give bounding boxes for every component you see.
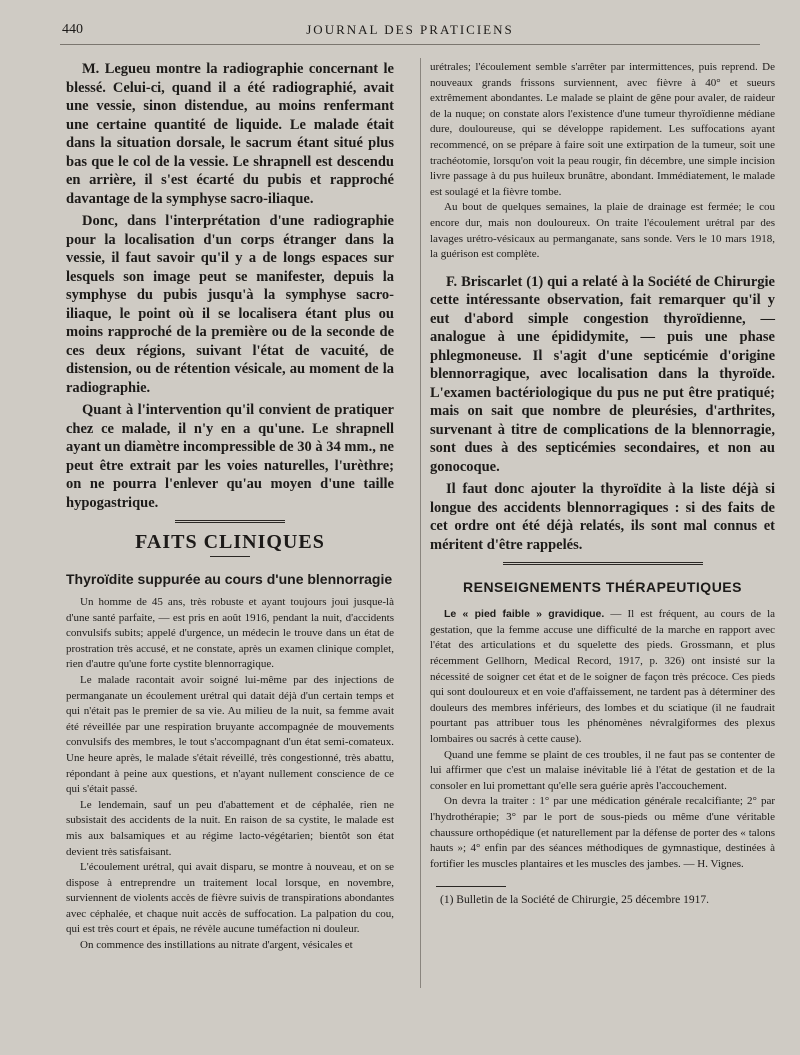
section-separator xyxy=(503,562,703,565)
section-title-renseignements: RENSEIGNEMENTS THÉRAPEUTIQUES xyxy=(463,579,742,596)
section-title-faits-cliniques: FAITS CLINIQUES xyxy=(135,531,325,553)
left-column xyxy=(66,60,394,954)
therapeutic-paragraph: — Il est fréquent, au cours de la gestation, que la femme accuse une difficulté de la marche en rapport avec l'état des articulations et du squelette des pieds. Grossmann, et plus récemment Gellhorn, Medical Record, 1917, p. 326) ont insisté sur la nécessité de soigner cet état et de le soigner de façon très précoce. Ces pieds qui sont douloureux et en voie d'affaissement, ne tardent pas à déterminer des douleurs des membres inférieurs, des lombes et du sciatique (il ne faudrait pourtant pas attribuer tous les phénomènes névralgiformes des plexus lombaires ou sacrés à cette cause). xyxy=(430,608,776,745)
journal-title: JOURNAL DES PRATICIENS xyxy=(306,22,514,37)
case-paragraph-continued: urétrales; l'écoulement semble s'arrêter par intermittences, puis reprend. De nouveaux grands frissons surviennent, avec fièvre à 40° et sueurs extrêmement abondantes. Le malade se plaint de gêne pour avaler, de raideur de la nuque; on constate alors l'existence d'une tumeur thyroïdienne médiane dure, douloureuse, qui se développe rapidement. Les suffocations ayant recommencé, on se prépare à faire soit une extirpation de la tumeur, soit une trachéotomie, lorsqu'on voit la peau rougir, fin décembre, une simple incision livre passage à du pus huileux brunâtre, abondant. Immédiatement, le malade est soulagé et la fièvre tombe. xyxy=(430,61,775,198)
title-underline xyxy=(210,556,250,557)
case-paragraph: On commence des instillations au nitrate d'argent, vésicales et xyxy=(80,939,353,952)
footnote: (1) Bulletin de la Société de Chirurgie, 25 décembre 1917. xyxy=(440,894,710,907)
case-paragraph: Au bout de quelques semaines, la plaie de drainage est fermée; le cou encore dur, mais non douloureux. On traite l'écoulement urétral par des lavages urétro-vésicaux au permanganate, sans sonde. Vers le 10 mars 1918, la guérison est complète. xyxy=(430,201,775,261)
paragraph-conclusion: Il faut donc ajouter la thyroïdite à la liste déjà si longue des accidents blennorragiques : si des faits de cet ordre ont été déjà relatés, ils sont mal connus et méritent d'être rappelés. xyxy=(430,481,775,553)
case-paragraph: Un homme de 45 ans, très robuste et ayant toujours joui jusque-là d'une santé parfaite, — est pris en août 1916, pendant la nuit, d'accidents convulsifs subits; appelé d'urgence, un médecin le trouve dans un état de prostration très accusé, et ne constate, après un examen clinique complet, rien d'autre qu'une forte cystite blennorragique. xyxy=(66,596,394,671)
case-paragraph: Le lendemain, sauf un peu d'abattement et de céphalée, rien ne subsistait des accidents de la nuit. En raison de sa cystite, le malade est mis aux balsamiques et au régime lacto-végétarien; bientôt son état devient très satisfaisant. xyxy=(66,798,394,858)
footnote-rule xyxy=(436,886,506,887)
section-separator xyxy=(175,520,285,523)
right-column xyxy=(430,60,775,908)
therapeutic-paragraph: On devra la traiter : 1° par une médication générale recalcifiante; 2° par l'hydrothérapie; 3° par le port de sous-pieds ou même d'une véritable chaussure orthopédique (et naturellement par la défense de porter des « talons hauts »; 4° enfin par des séances méthodiques de gymnastique, destinées à fortifier les muscles plantaires et les muscles des jambes. — H. Vignes. xyxy=(430,795,775,870)
column-divider xyxy=(420,58,421,988)
paragraph-radiographie: M. Legueu montre la radiographie concernant le blessé. Celui-ci, quand il a été radiographié, avait une vessie, sinon distendue, au moins renfermant une certaine quantité de liquide. Le malade était dans la situation dorsale, le sacrum étant situé plus bas que le col de la vessie. Le shrapnell est descendu en arrière, il s'est écarté du pubis et rapproché davantage de la symphyse sacro-iliaque. xyxy=(66,61,394,207)
paragraph-intervention: Quant à l'intervention qu'il convient de pratiquer chez ce malade, il n'y en a qu'une. Le shrapnell ayant un diamètre incompressible de 30 à 34 mm., ne peut être extrait par les voies naturelles, l'urèthre; on ne pourra l'enlever qu'au moyen d'une taille hypogastrique. xyxy=(66,402,394,511)
case-paragraph: L'écoulement urétral, qui avait disparu, se montre à nouveau, et on se dispose à entreprendre un traitement local lorsque, en novembre, surviennent de violents accès de fièvre suivis de transpirations abondantes avec céphalée, et chaque nuit accès de suffocation. La palpation du cou, qui est très court et épais, ne révèle aucune tuméfaction ni douleur. xyxy=(66,861,394,936)
paragraph-briscarlet: F. Briscarlet (1) qui a relaté à la Société de Chirurgie cette intéressante observation, fait remarquer qu'il y eut d'abord simple congestion thyroïdienne, — analogue à une épididymite, — puis une phase phlegmoneuse. Il s'agit d'une septicémie d'origine blennorragique, avec localisation dans la thyroïde. L'examen bactériologique du pus ne put être pratiqué; mais on sait que nombre de pleurésies, d'arthrites, survenant à titre de complications de la blennorragie, sont dues à des septicémies secondaires, et non au gonocoque. xyxy=(430,273,775,475)
paragraph-interpretation: Donc, dans l'interprétation d'une radiographie pour la localisation d'un corps étranger dans la vessie, il faut savoir qu'il y a de longs espaces sur lesquels son image peut se manifester, depuis la symphyse du pubis jusqu'à la symphyse sacro-iliaque, le point où il se localisera étant plus ou moins rapproché de la première ou de la seconde de ces deux régions, suivant l'état de vacuité, de distension, ou de rétention vésicale, au moment de la radiographie. xyxy=(66,213,394,396)
case-paragraph: Le malade racontait avoir soigné lui-même par des injections de permanganate un écoulement urétral qui datait déjà d'un certain temps et qui n'était pas le premier de sa vie. Au milieu de la nuit, sa femme avait été réveillée par une respiration bruyante accompagnée de mouvements convulsifs des membres, le tout s'accompagnant d'un état semi-comateux. Une heure après, le malade s'était réveillé, très congestionné, très abattu, répondant à peine aux questions, et n'ayant nullement conscience de ce qui s'était passé. xyxy=(66,673,394,796)
page-header xyxy=(60,22,760,45)
therapeutic-lead-title: Le « pied faible » gravidique. xyxy=(444,608,605,621)
therapeutic-paragraph: Quand une femme se plaint de ces troubles, il ne faut pas se contenter de lui affirmer que c'est un malaise inévitable lié à l'état de gestation et de la consoler en lui promettant qu'elle sera guérie après l'accouchement. xyxy=(430,748,775,792)
page-number: 440 xyxy=(62,22,83,37)
article-title: Thyroïdite suppurée au cours d'une blennorragie xyxy=(66,571,393,587)
